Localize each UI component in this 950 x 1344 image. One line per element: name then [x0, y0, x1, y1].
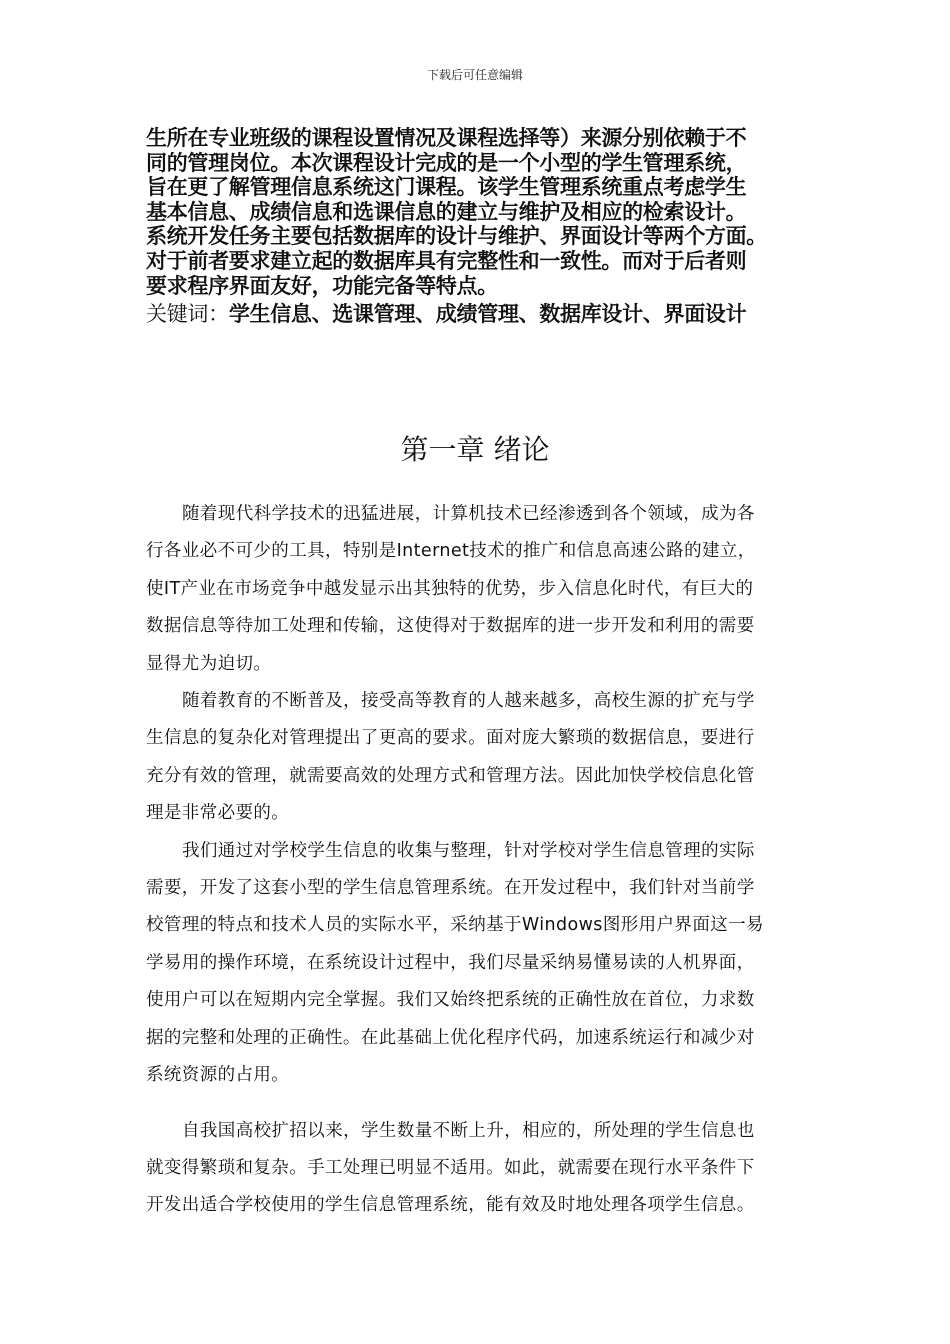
- keywords-text: 学生信息、选课管理、成绩管理、数据库设计、界面设计: [228, 302, 747, 326]
- paragraph-line: 充分有效的管理，就需要高效的处理方式和管理方法。因此加快学校信息化管: [146, 765, 755, 786]
- abstract-line: 要求程序界面友好，功能完备等特点。: [146, 273, 498, 298]
- paragraph-line: 随着现代科学技术的迅猛进展，计算机技术已经渗透到各个领域，成为各: [182, 504, 755, 524]
- paragraph-line: 自我国高校扩招以来，学生数量不断上升，相应的，所处理的学生信息也: [182, 1120, 755, 1141]
- paragraph: [146, 496, 836, 683]
- paragraph-line: 需要，开发了这套小型的学生信息管理系统。在开发过程中，我们针对当前学: [146, 878, 755, 899]
- paragraph-line: 显得尤为迫切。: [146, 653, 272, 674]
- abstract-line: 生所在专业班级的课程设置情况及课程选择等）来源分别依赖于不: [146, 126, 747, 150]
- abstract-line: 基本信息、成绩信息和选课信息的建立与维护及相应的检索设计。: [146, 199, 747, 224]
- chapter-body: [146, 496, 836, 1225]
- paragraph-line: 开发出适合学校使用的学生信息管理系统，能有效及时地处理各项学生信息。: [146, 1195, 755, 1216]
- page-header: 下载后可任意编辑: [426, 68, 523, 82]
- paragraph-gap: [146, 1095, 836, 1113]
- abstract-line: 系统开发任务主要包括数据库的设计与维护、界面设计等两个方面。: [146, 224, 767, 249]
- paragraph-line: 使IT产业在市场竞争中越发显示出其独特的优势，步入信息化时代，有巨大的: [146, 578, 754, 599]
- paragraph-line: 数据信息等待加工处理和传输，这使得对于数据库的进一步开发和利用的需要: [146, 616, 755, 637]
- paragraph-line: 行各业必不可少的工具，特别是Internet技术的推广和信息高速公路的建立，: [146, 541, 756, 562]
- abstract-section: [146, 126, 836, 298]
- paragraph-line: 理是非常必要的。: [146, 803, 290, 824]
- paragraph-line: 学易用的操作环境，在系统设计过程中，我们尽量采纳易懂易读的人机界面，: [146, 952, 755, 973]
- paragraph: [146, 833, 836, 1095]
- paragraph-line: 随着教育的不断普及，接受高等教育的人越来越多，高校生源的扩充与学: [182, 691, 755, 712]
- abstract-line: 对于前者要求建立起的数据库具有完整性和一致性。而对于后者则: [146, 248, 747, 273]
- chapter-title: 第一章 绪论: [400, 433, 550, 466]
- paragraph-line: 据的完整和处理的正确性。在此基础上优化程序代码，加速系统运行和减少对: [146, 1027, 755, 1048]
- keywords-label: 关键词：: [146, 302, 229, 326]
- paragraph-line: 生信息的复杂化对管理提出了更高的要求。面对庞大繁琐的数据信息，要进行: [146, 728, 755, 749]
- paragraph-line: 校管理的特点和技术人员的实际水平，采纳基于Windows图形用户界面这一易: [146, 915, 764, 936]
- paragraph-line: 我们通过对学校学生信息的收集与整理，针对学校对学生信息管理的实际: [182, 840, 755, 861]
- paragraph-line: 系统资源的占用。: [146, 1065, 290, 1086]
- keywords-line: [146, 298, 836, 328]
- paragraph: [146, 1113, 836, 1225]
- abstract-line: 旨在更了解管理信息系统这门课程。该学生管理系统重点考虑学生: [146, 175, 747, 200]
- paragraph: [146, 683, 836, 833]
- paragraph-line: 使用户可以在短期内完全掌握。我们又始终把系统的正确性放在首位，力求数: [146, 990, 755, 1011]
- paragraph-line: 就变得繁琐和复杂。手工处理已明显不适用。如此，就需要在现行水平条件下: [146, 1157, 755, 1178]
- abstract-line: 同的管理岗位。本次课程设计完成的是一个小型的学生管理系统，: [146, 150, 747, 175]
